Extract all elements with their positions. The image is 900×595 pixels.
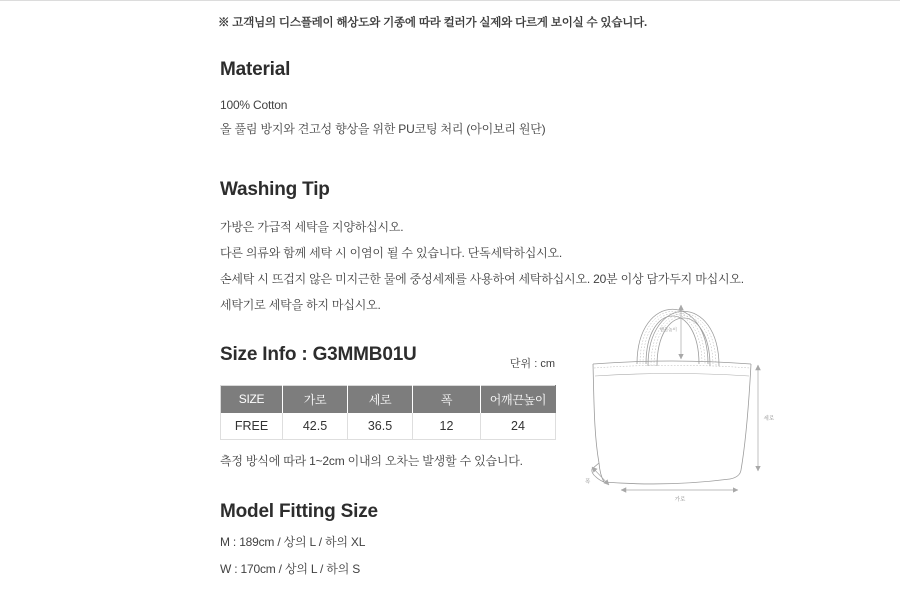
size-tolerance-note: 측정 방식에 따라 1~2cm 이내의 오차는 발생할 수 있습니다.: [220, 454, 523, 468]
bag-handles-drawing: [637, 309, 719, 366]
material-line: 100% Cotton: [220, 98, 288, 112]
size-table-row: [221, 413, 556, 440]
size-table-cell: 42.5: [283, 413, 348, 440]
handle-height-label: 핸들높이: [659, 327, 677, 332]
material-line: 올 풀림 방지와 견고성 향상을 위한 PU코팅 처리 (아이보리 원단): [220, 122, 546, 136]
size-table-header: 어깨끈높이: [481, 386, 556, 413]
size-table: [220, 385, 556, 440]
model-fitting-line: W : 170cm / 상의 L / 하의 S: [220, 562, 361, 576]
size-table-header: 세로: [348, 386, 413, 413]
washing-tip-line: 다른 의류와 함께 세탁 시 이염이 될 수 있습니다. 단독세탁하십시오.: [220, 246, 563, 260]
washing-tip-line: 세탁기로 세탁을 하지 마십시오.: [220, 298, 381, 312]
size-table-cell: 36.5: [348, 413, 413, 440]
size-table-header-row: [221, 386, 556, 413]
bag-measurement-diagram: [580, 283, 795, 518]
size-info-section: [220, 343, 555, 467]
washing-tip-title: Washing Tip: [220, 179, 330, 200]
unit-label: 단위 : cm: [509, 358, 555, 370]
size-info-title: Size Info : G3MMB01U: [220, 344, 417, 365]
material-section: [220, 58, 545, 135]
size-table-header: 폭: [413, 386, 481, 413]
model-fitting-section: [220, 500, 378, 575]
size-table-cell: 12: [413, 413, 481, 440]
bag-depth-label: 폭: [585, 479, 591, 485]
bag-width-label: 가로: [674, 497, 686, 503]
size-table-cell: FREE: [221, 413, 283, 440]
measurement-arrows: [592, 305, 758, 490]
size-table-header: SIZE: [221, 386, 283, 413]
size-table-cell: 24: [481, 413, 556, 440]
washing-tip-line: 가방은 가급적 세탁을 지양하십시오.: [220, 220, 404, 234]
material-title: Material: [220, 59, 291, 80]
model-fitting-title: Model Fitting Size: [220, 501, 378, 522]
model-fitting-line: M : 189cm / 상의 L / 하의 XL: [220, 535, 366, 549]
display-disclaimer: ※ 고객님의 디스플레이 해상도와 기종에 따라 컬러가 실제와 다르게 보이실 수 있습니다.: [218, 17, 648, 29]
washing-tip-line: 손세탁 시 뜨겁지 않은 미지근한 물에 중성세제를 사용하여 세탁하십시오. 20분 이상 담가두지 마십시오.: [220, 272, 744, 286]
bag-body-drawing: [592, 361, 751, 484]
bag-height-label: 세로: [763, 416, 775, 422]
size-table-header: 가로: [283, 386, 348, 413]
